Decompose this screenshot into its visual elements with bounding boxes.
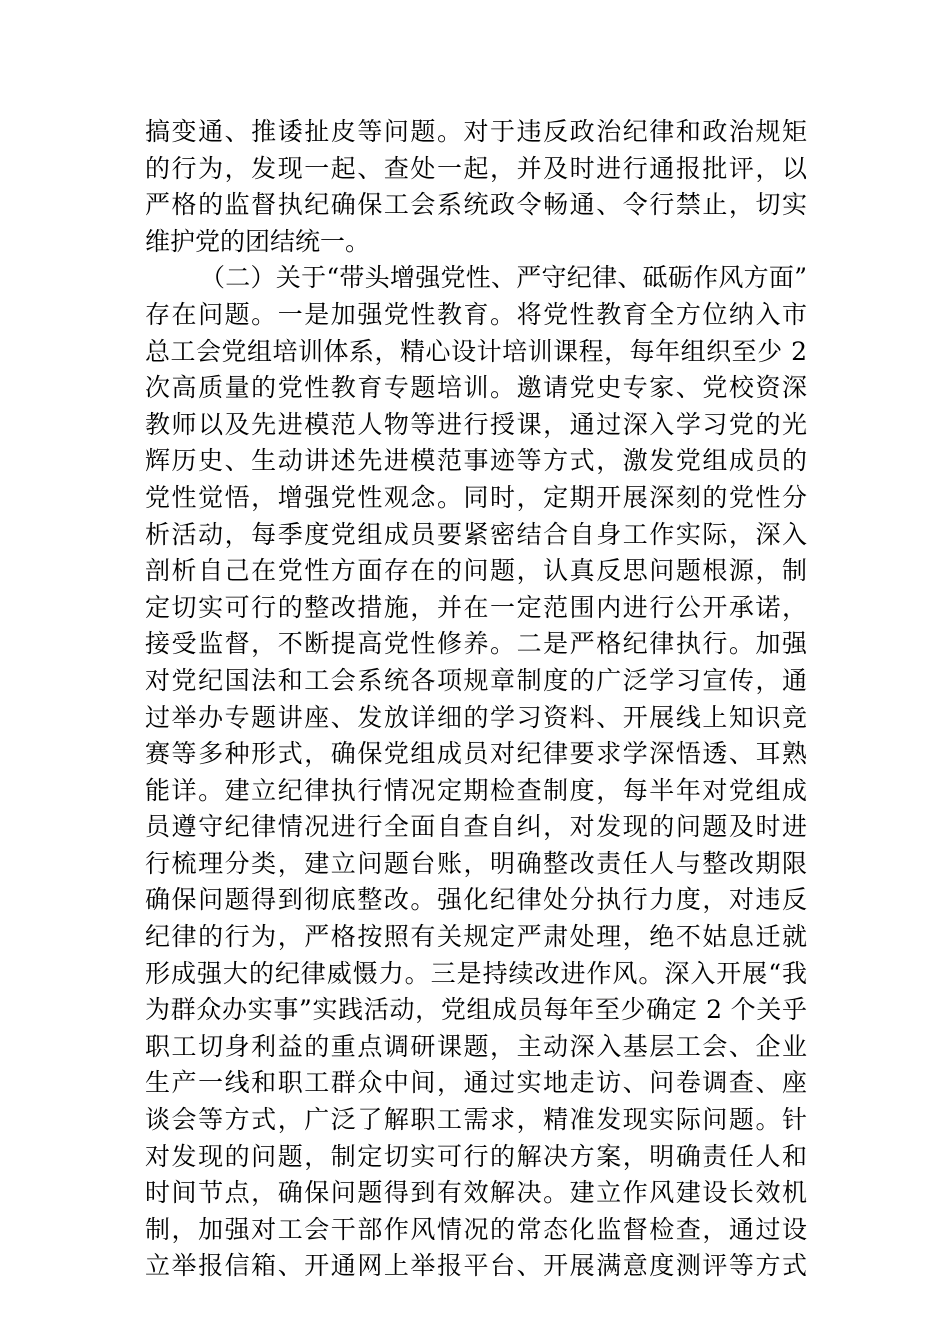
text-line: 接受监督，不断提高党性修养。二是严格纪律执行。加强: [145, 629, 807, 659]
text-line: 存在问题。一是加强党性教育。将党性教育全方位纳入市: [145, 299, 807, 329]
text-line: 确保问题得到彻底整改。强化纪律处分执行力度，对违反: [145, 885, 807, 915]
text-line: 能详。建立纪律执行情况定期检查制度，每半年对党组成: [145, 775, 807, 805]
document-body-text: [145, 114, 807, 1285]
text-line: 剖析自己在党性方面存在的问题，认真反思问题根源，制: [145, 556, 807, 586]
text-line: 维护党的团结统一。: [145, 226, 371, 256]
text-line: 定切实可行的整改措施，并在一定范围内进行公开承诺，: [145, 592, 807, 622]
text-line: 对发现的问题，制定切实可行的解决方案，明确责任人和: [145, 1141, 807, 1171]
text-line: 生产一线和职工群众中间，通过实地走访、问卷调查、座: [145, 1068, 807, 1098]
text-line: 赛等多种形式，确保党组成员对纪律要求学深悟透、耳熟: [145, 739, 807, 769]
text-line: 职工切身利益的重点调研课题，主动深入基层工会、企业: [145, 1031, 807, 1061]
text-line: 析活动，每季度党组成员要紧密结合自身工作实际，深入: [145, 519, 807, 549]
text-line: 严格的监督执纪确保工会系统政令畅通、令行禁止，切实: [145, 190, 807, 220]
text-line: 员遵守纪律情况进行全面自查自纠，对发现的问题及时进: [145, 812, 807, 842]
text-line: 辉历史、生动讲述先进模范事迹等方式，激发党组成员的: [145, 446, 807, 476]
text-line: 形成强大的纪律威慑力。三是持续改进作风。深入开展“我: [145, 958, 807, 988]
text-line: 过举办专题讲座、发放详细的学习资料、开展线上知识竞: [145, 702, 807, 732]
text-line: 立举报信箱、开通网上举报平台、开展满意度测评等方式: [145, 1251, 807, 1281]
text-line: 总工会党组培训体系，精心设计培训课程，每年组织至少 2: [145, 336, 807, 366]
text-line: 谈会等方式，广泛了解职工需求，精准发现实际问题。针: [145, 1105, 807, 1135]
text-line: 的行为，发现一起、查处一起，并及时进行通报批评，以: [145, 153, 807, 183]
text-line: 纪律的行为，严格按照有关规定严肃处理，绝不姑息迁就: [145, 922, 807, 952]
text-line: 搞变通、推诿扯皮等问题。对于违反政治纪律和政治规矩: [145, 117, 807, 146]
text-line: 次高质量的党性教育专题培训。邀请党史专家、党校资深: [145, 373, 807, 403]
text-line: 制，加强对工会干部作风情况的常态化监督检查，通过设: [145, 1214, 807, 1244]
text-line: 为群众办实事”实践活动，党组成员每年至少确定 2 个关乎: [145, 995, 807, 1025]
text-line: 党性觉悟，增强党性观念。同时，定期开展深刻的党性分: [145, 482, 807, 512]
text-line: 教师以及先进模范人物等进行授课，通过深入学习党的光: [145, 409, 807, 439]
text-line: 行梳理分类，建立问题台账，明确整改责任人与整改期限: [145, 848, 807, 878]
text-line: 时间节点，确保问题得到有效解决。建立作风建设长效机: [145, 1178, 807, 1208]
text-line: 对党纪国法和工会系统各项规章制度的广泛学习宣传，通: [145, 665, 807, 695]
section-heading-line: （二）关于“带头增强党性、严守纪律、砥砺作风方面”: [200, 263, 807, 293]
